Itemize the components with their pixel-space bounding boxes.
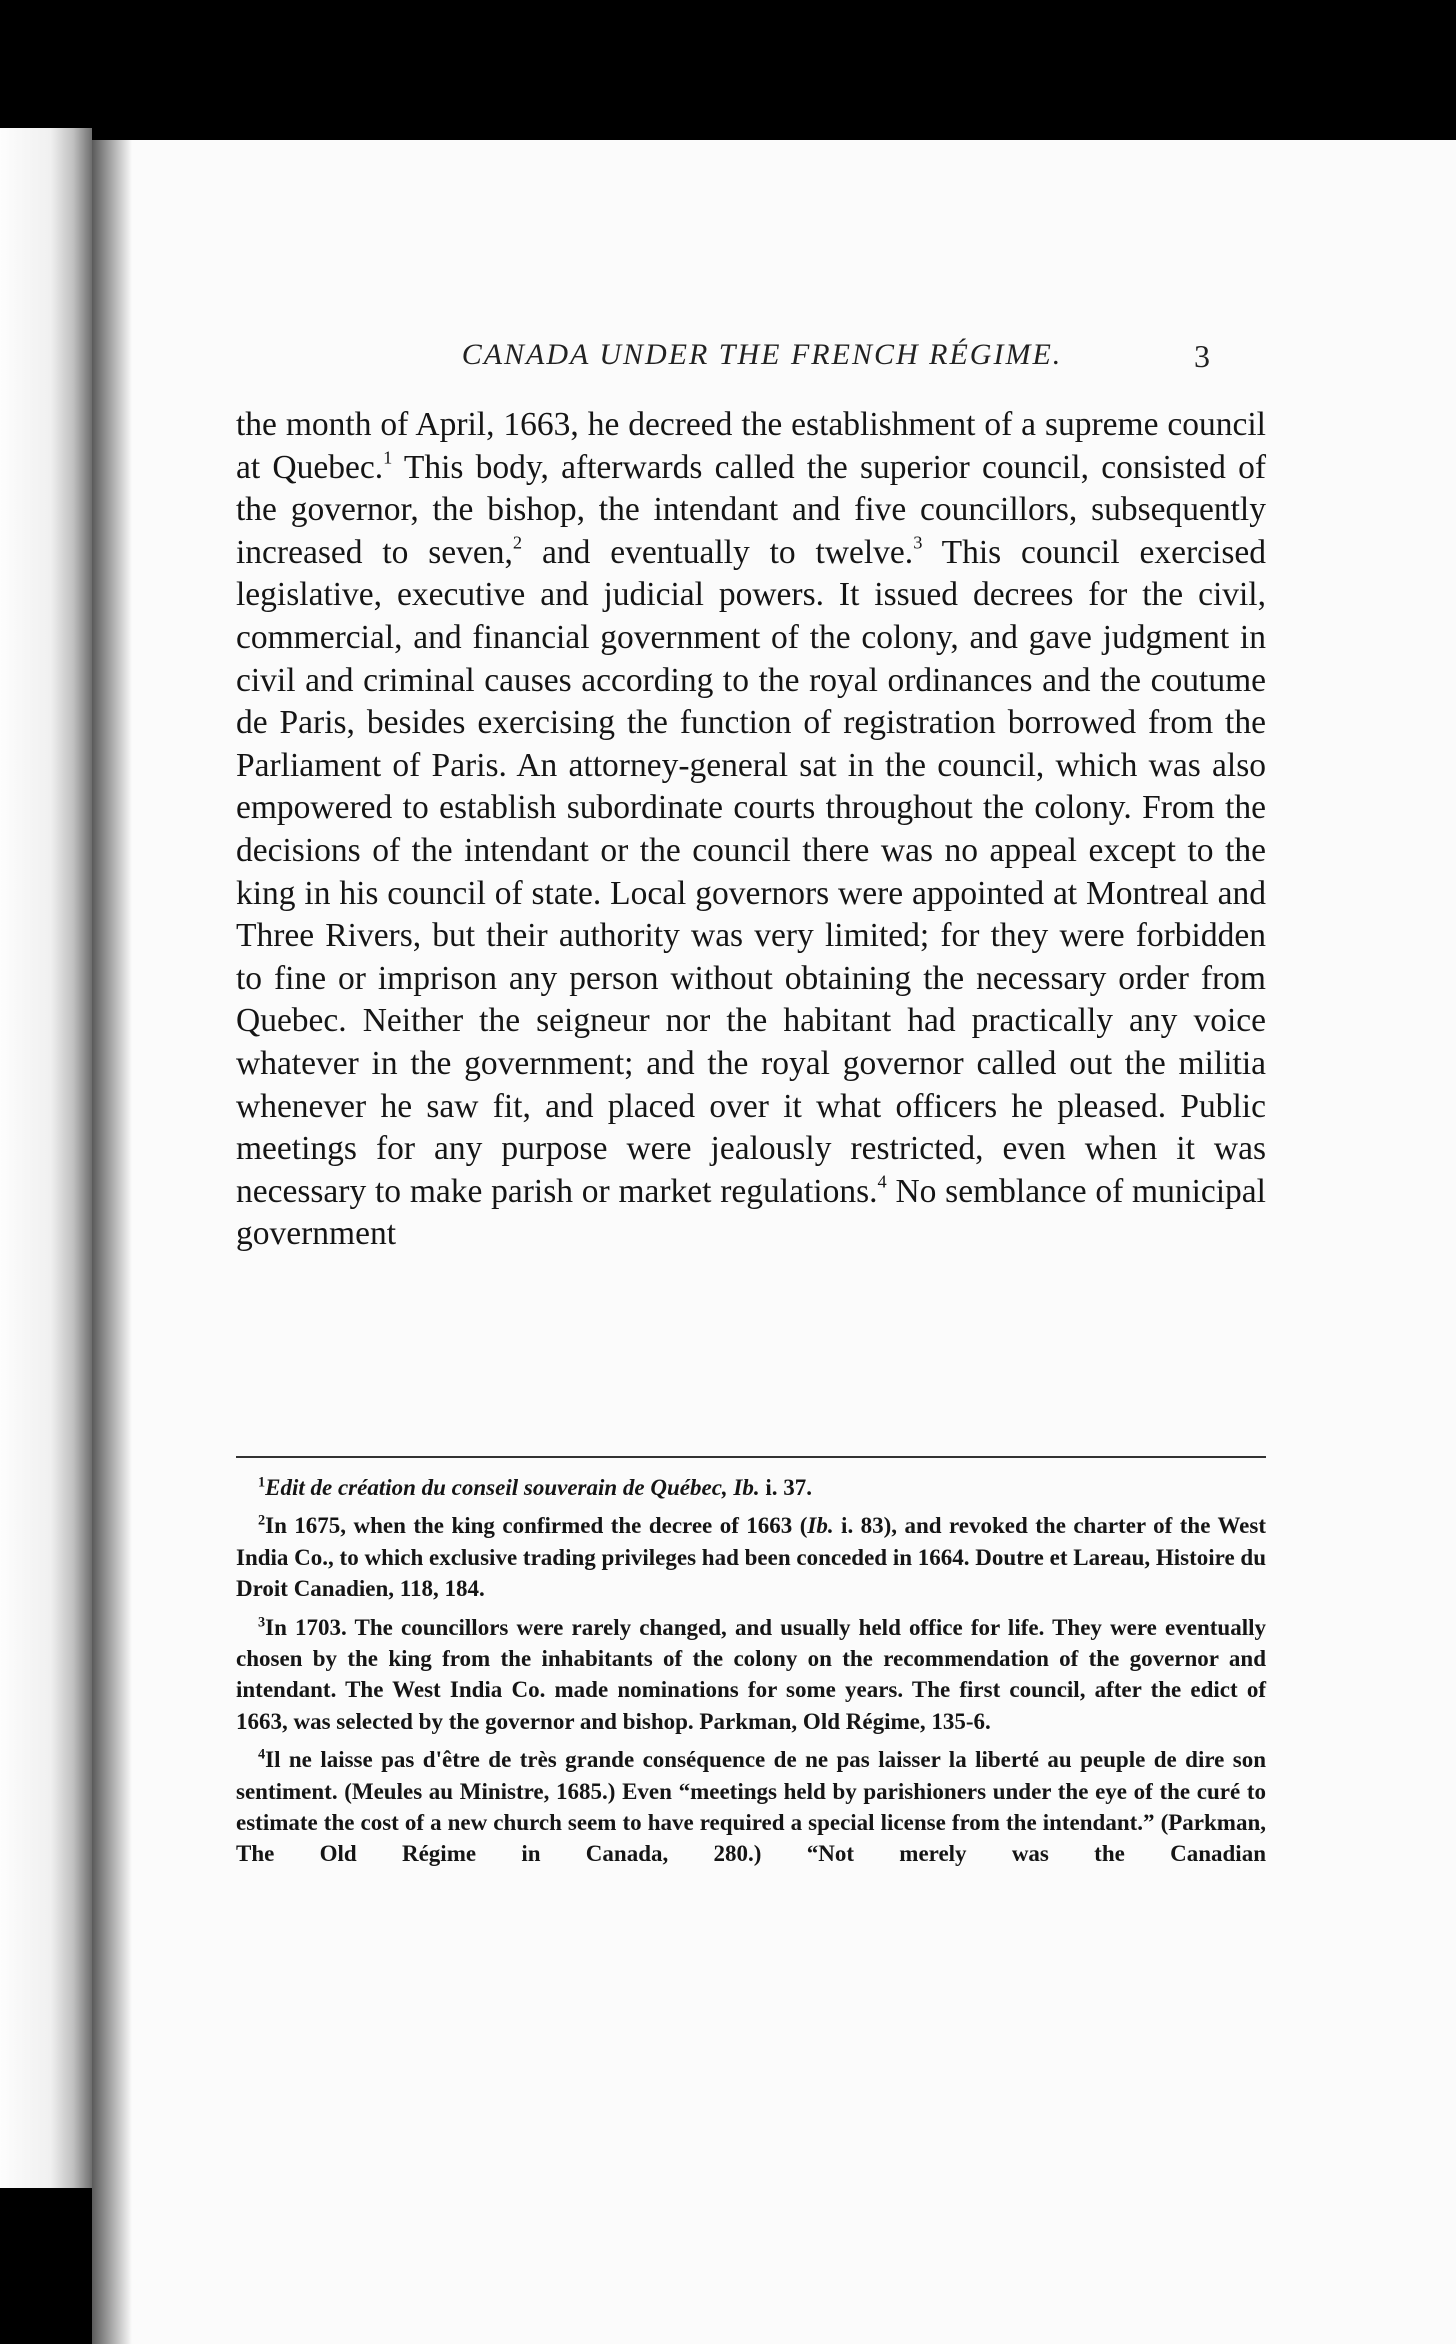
footnote-italic: Ib. <box>807 1513 834 1539</box>
footnote-1 <box>236 1472 1266 1503</box>
footnote-3 <box>236 1612 1266 1738</box>
footnote-text: In 1675, when the king confirmed the decree of 1663 ( <box>265 1513 808 1539</box>
body-text-segment: This council exercised legislative, executive and judicial powers. It issued decrees for the civil, commercial, and financial government of the colony, and gave judgment in civil and criminal causes according to the royal ordinances and the <box>236 533 1266 699</box>
footnote-text: Il ne laisse pas d'être de très grande conséquence de ne pas laisser la liberté au peuple de dire son sentiment. (Meules au Ministre, 1685.) Even “meetings held by parishioners under the eye of the curé to estimate the cost of a new church seem to have required a special license from the intendant.” (Parkman, The Old Régime in Canada, 280.) “Not merely was the Canadian <box>236 1747 1266 1867</box>
running-head <box>92 338 1456 378</box>
footnote-number: 2 <box>258 1512 266 1529</box>
footnote-number: 4 <box>258 1746 266 1763</box>
body-text-segment: nor the <box>649 1002 784 1040</box>
body-paragraph <box>236 404 1266 1256</box>
book-page <box>92 140 1456 2344</box>
page-gutter-shadow <box>92 140 132 2344</box>
footnote-ref-3[interactable]: 3 <box>913 532 923 553</box>
running-title: CANADA UNDER THE FRENCH RÉGIME. <box>461 338 1063 371</box>
footnote-4 <box>236 1744 1266 1870</box>
footnote-divider <box>236 1456 1266 1458</box>
footnote-ref-4[interactable]: 4 <box>877 1170 887 1191</box>
body-text-segment: No semblance of municipal government <box>236 1172 1266 1253</box>
body-text-segment: and eventually to twelve. <box>522 533 914 571</box>
italic-phrase: seigneur <box>536 1002 650 1040</box>
facing-page-edge <box>0 128 92 2188</box>
italic-phrase: habitant <box>783 1002 892 1040</box>
footnote-italic: Edit de création du conseil souverain de Québec, Ib. <box>265 1475 760 1500</box>
footnotes <box>236 1472 1266 1877</box>
footnote-2 <box>236 1510 1266 1604</box>
body-text-segment: This body, afterwards called the superior council, consisted of the governor, the bishop, the intendant and five councillors, subsequently increased to seven, <box>236 448 1266 571</box>
body-text-segment: the month of April, 1663, he decreed the establishment of a supreme council at Quebec. <box>236 406 1266 486</box>
footnote-number: 1 <box>258 1474 266 1491</box>
body-text-segment: had practically any voice whatever in the government; and the royal governor called out the militia whenever he saw fit, and placed over it what officers he pleased. Public meetings for any purpose were jealously restricted, even when it was necessary to make parish or market regulations. <box>236 1002 1266 1210</box>
italic-phrase: coutume de Paris <box>236 661 1266 742</box>
footnote-text: In 1703. The councillors were rarely changed, and usually held office for life. They were eventually chosen by the king from the inhabitants of the colony on the recommendation of the governor and intendant. The West India Co. made nominations for some years. The first council, after the edict of 1663, was selected by the governor and bishop. Parkman, Old Régime, 135-6. <box>236 1614 1266 1734</box>
footnote-ref-2[interactable]: 2 <box>512 532 523 553</box>
footnote-text: i. 37. <box>759 1475 812 1500</box>
page-number: 3 <box>1194 338 1210 374</box>
footnote-ref-1[interactable]: 1 <box>383 446 393 467</box>
footnote-text: i. 83), and revoked the charter of the West India Co., to which exclusive trading privileges had been conceded in 1664. Doutre et Lareau, Histoire du Droit Canadien, 118, 184. <box>236 1513 1267 1602</box>
footnote-number: 3 <box>258 1614 266 1631</box>
body-text-segment: , besides exercising the function of registration borrowed from the Parliament of Paris. An attorney-general sat in the council, which was also empowered to establish subordinate courts throughout the colony. From the decisions of the intendant or the council there was no appeal except to the king in his council of state. Local governors were appointed at Montreal and Three Rivers, but their authority was very limited; for they were forbidden to fine or imprison any person without obtaining the necessary order from Quebec. Neither the <box>236 704 1266 1040</box>
